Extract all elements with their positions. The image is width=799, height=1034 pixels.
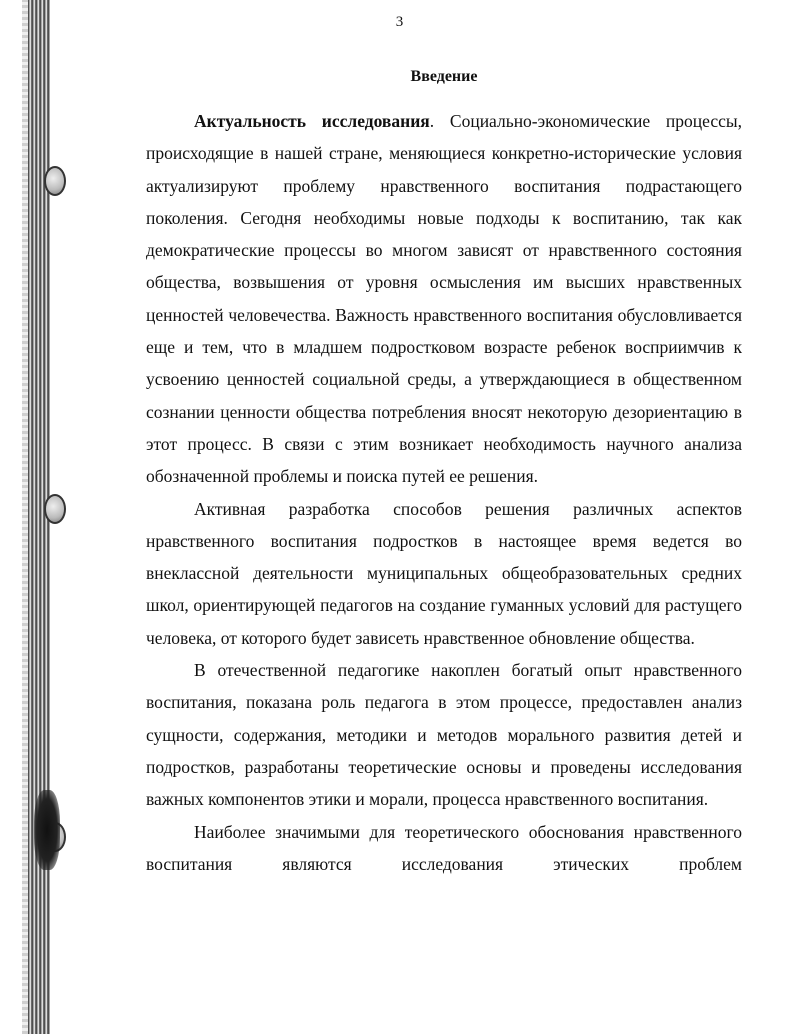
binding-hole bbox=[44, 494, 66, 524]
binding-hole bbox=[44, 166, 66, 196]
scan-smudge bbox=[34, 790, 60, 870]
paragraph-experience: В отечественной педагогике накоплен богатый опыт нравственного воспитания, показана роль педагога в этом процессе, предоставлен анализ сущности, содержания, методики и методов морального развития детей и подростков, разработаны теоретические основы и проведены исследования важных компонентов этики и морали, процесса нравственного воспитания. bbox=[146, 660, 742, 810]
relevance-label: Актуальность исследования bbox=[194, 111, 430, 131]
lead-punctuation: . bbox=[429, 111, 450, 131]
paragraph-development: Активная разработка способов решения различных аспектов нравственного воспитания подростков в настоящее время ведется во внеклассной деятельности муниципальных общеобразовательных средних школ, ориентирующей педагогов на создание гуманных условий для растущего человека, от которого будет зависеть нравственное обновление общества. bbox=[146, 498, 742, 648]
body-text bbox=[146, 105, 742, 880]
paragraph-relevance bbox=[146, 105, 742, 493]
relevance-text: Социально-экономические процессы, происходящие в нашей стране, меняющиеся конкретно-исторические условия актуализируют проблему нравственного воспитания подрастающего поколения. Сегодня необходимы новые подходы к воспитанию, так как демократические процессы во многом зависят от нравственного состояния общества, возвышения от уровня осмысления им высших нравственных ценностей человечества. Важность нравственного воспитания обусловливается еще и тем, что в младшем подростковом возрасте ребенок восприимчив к усвоению ценностей социальной среды, а утверждающиеся в общественном сознании ценности общества потребления вносят некоторую дезориентацию в этот процесс. В связи с этим возникает необходимость научного анализа обозначенной проблемы и поиска путей ее решения. bbox=[146, 111, 742, 487]
section-heading: Введение bbox=[410, 68, 478, 85]
page-number: 3 bbox=[395, 14, 404, 30]
paragraph-significance: Наиболее значимыми для теоретического обоснования нравственного воспитания являются исследования этических проблем bbox=[146, 821, 742, 874]
